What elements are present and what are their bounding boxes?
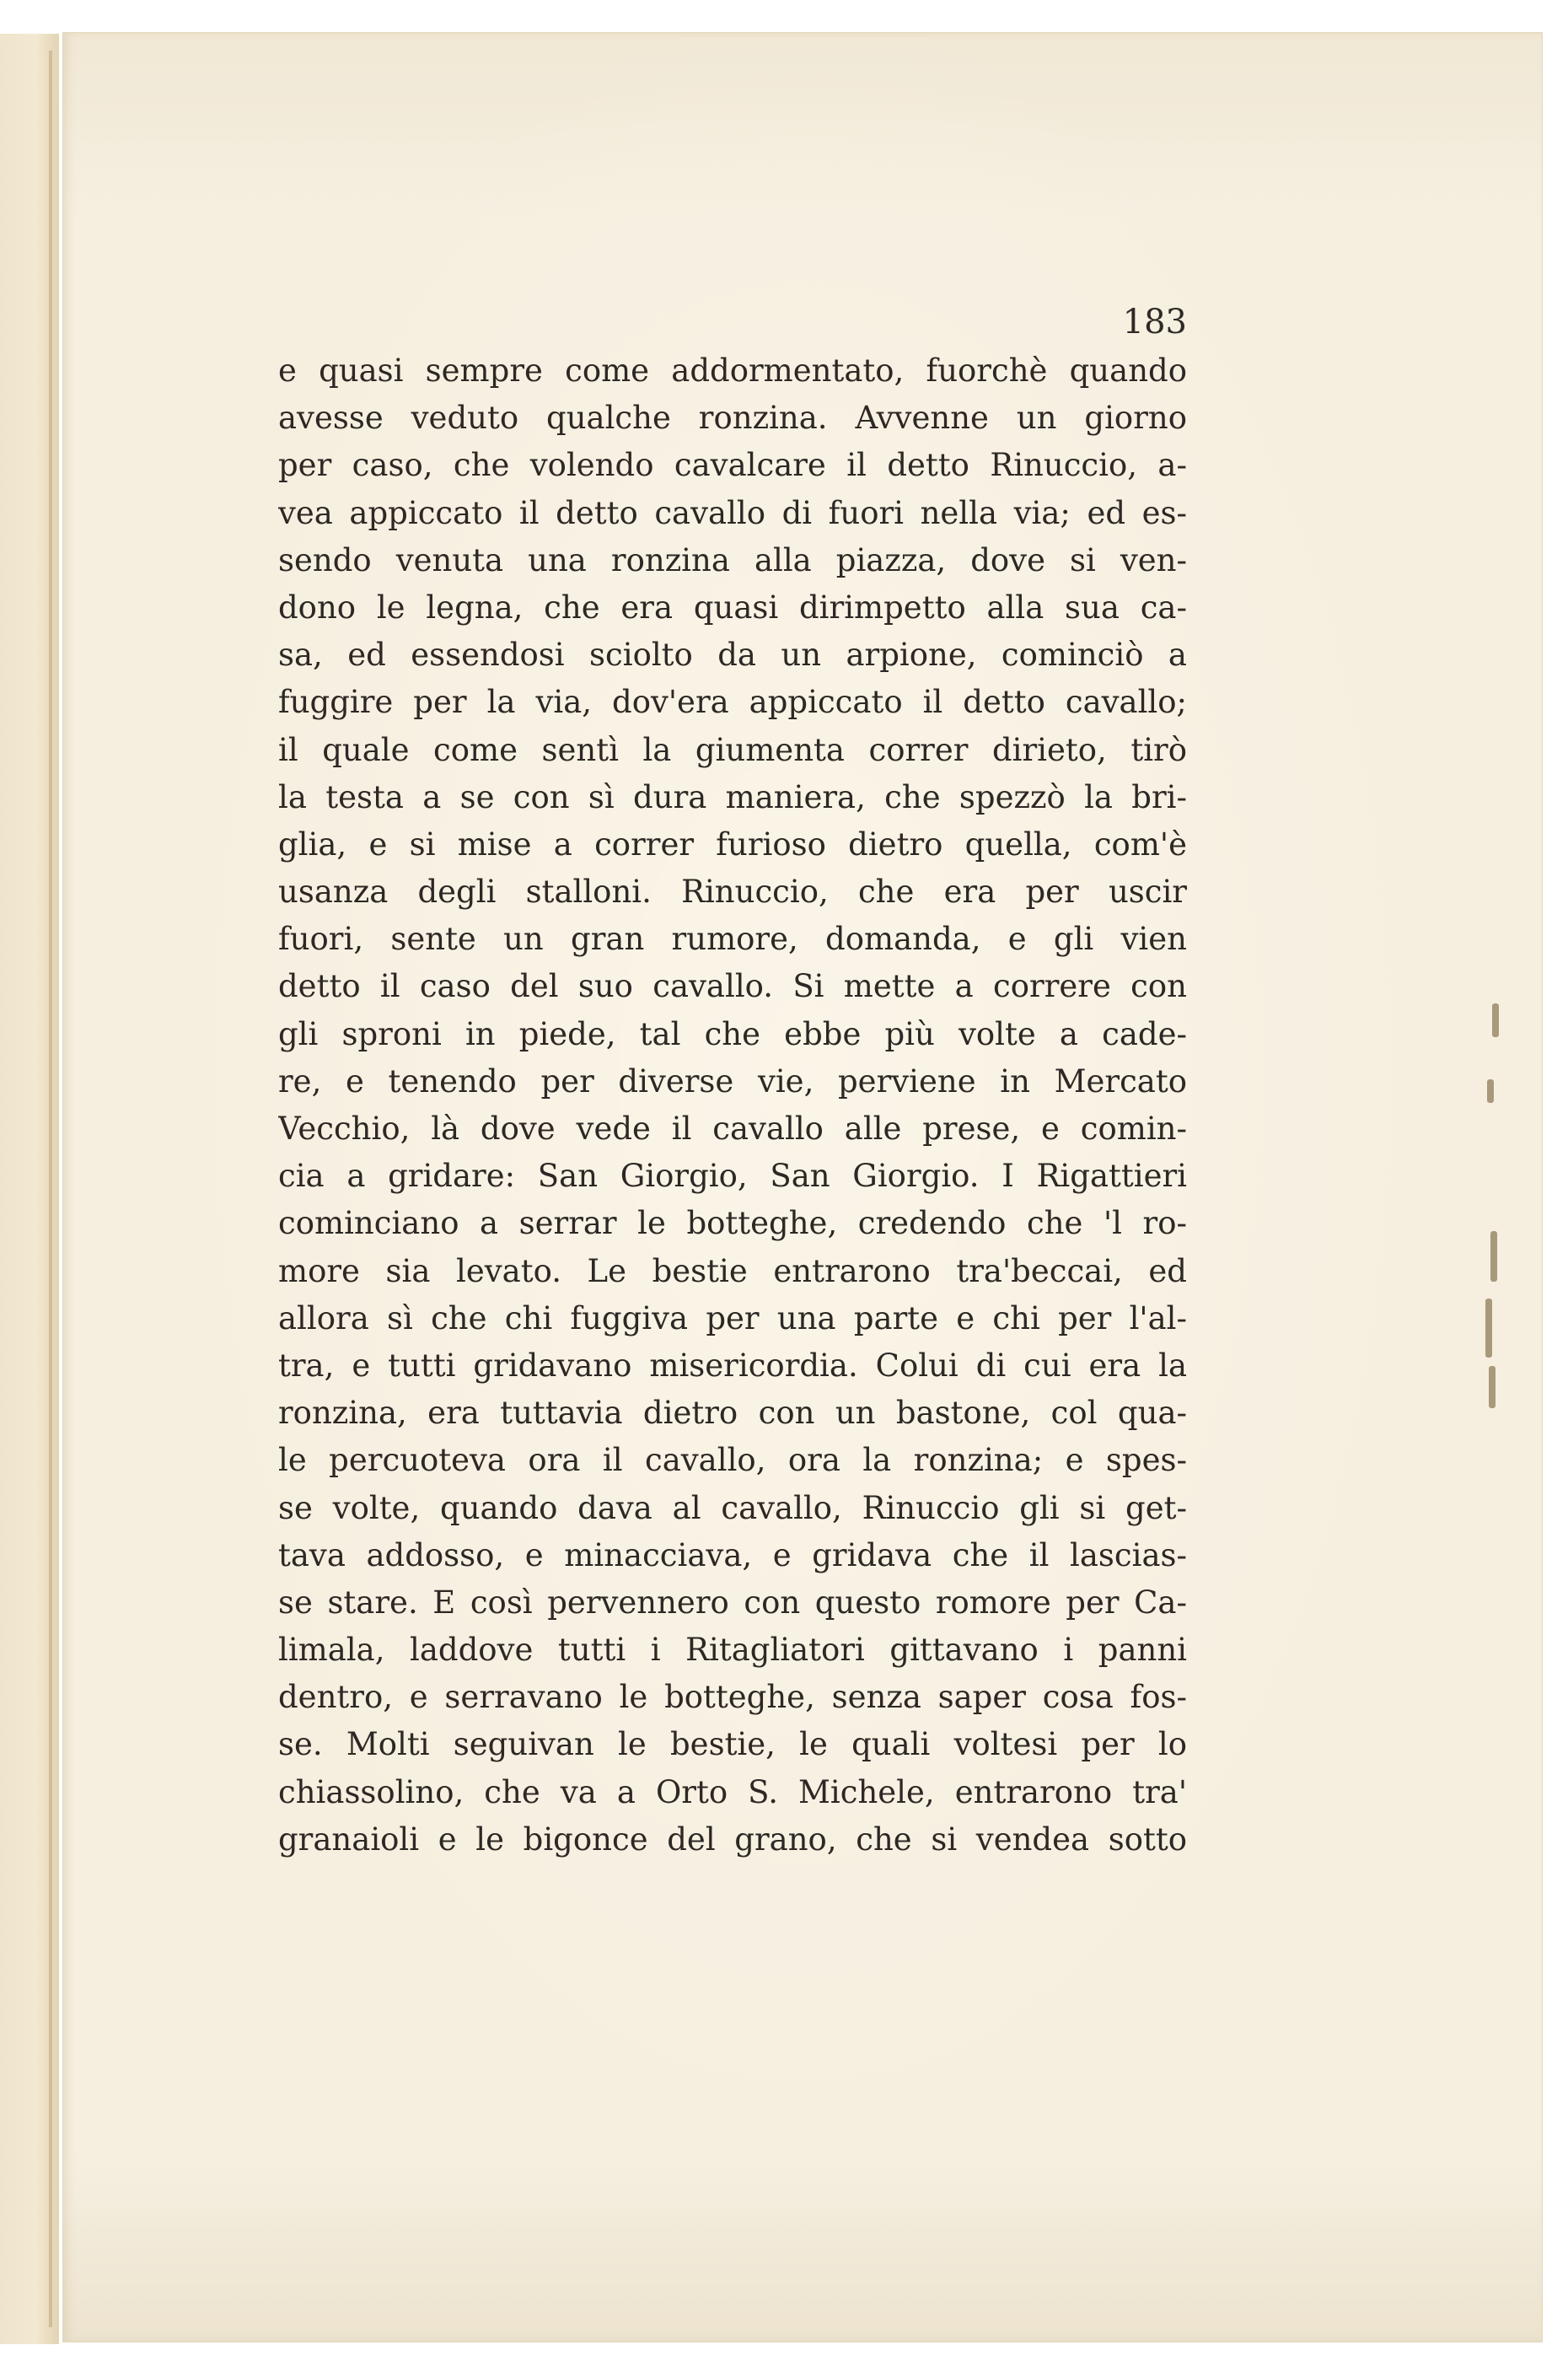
text-line: se volte, quando dava al cavallo, Rinuccio gli si get- xyxy=(278,1489,1187,1526)
text-line: avesse veduto qualche ronzina. Avvenne un giorno xyxy=(278,400,1187,437)
text-line: more sia levato. Le bestie entrarono tra'beccai, ed xyxy=(278,1252,1187,1289)
text-line: detto il caso del suo cavallo. Si mette a correre con xyxy=(278,968,1187,1005)
text-line: tra, e tutti gridavano misericordia. Colui di cui era la xyxy=(278,1347,1187,1384)
right-edge-wear-mark xyxy=(1489,1366,1496,1408)
text-line: sa, ed essendosi sciolto da un arpione, cominciò a xyxy=(278,637,1187,674)
text-line: dono le legna, che era quasi dirimpetto alla sua ca- xyxy=(278,589,1187,626)
text-line: ronzina, era tuttavia dietro con un bastone, col qua- xyxy=(278,1395,1187,1432)
text-line: la testa a se con sì dura maniera, che spezzò la bri- xyxy=(278,778,1187,815)
text-line: vea appiccato il detto cavallo di fuori nella via; ed es- xyxy=(278,494,1187,531)
text-line: glia, e si mise a correr furioso dietro quella, com'è xyxy=(278,826,1187,863)
text-line: allora sì che chi fuggiva per una parte e chi per l'al- xyxy=(278,1299,1187,1336)
text-line: se. Molti seguivan le bestie, le quali voltesi per lo xyxy=(278,1726,1187,1763)
right-edge-wear-mark xyxy=(1485,1299,1492,1358)
text-line: fuori, sente un gran rumore, domanda, e gli vien xyxy=(278,921,1187,958)
text-line: usanza degli stalloni. Rinuccio, che era per uscir xyxy=(278,874,1187,911)
text-line: il quale come sentì la giumenta correr dirieto, tirò xyxy=(278,731,1187,768)
right-edge-wear-mark xyxy=(1487,1079,1494,1103)
text-line: per caso, che volendo cavalcare il detto Rinuccio, a- xyxy=(278,447,1187,484)
text-line: cominciano a serrar le botteghe, credendo che 'l ro- xyxy=(278,1205,1187,1242)
text-line: granaioli e le bigonce del grano, che si vendea sotto xyxy=(278,1820,1187,1858)
text-line: fuggire per la via, dov'era appiccato il detto cavallo; xyxy=(278,684,1187,721)
text-line: le percuoteva ora il cavallo, ora la ronzina; e spes- xyxy=(278,1442,1187,1479)
text-line: tava addosso, e minacciava, e gridava che il lascias- xyxy=(278,1536,1187,1573)
body-text xyxy=(278,347,1187,1864)
text-line: se stare. E così pervennero con questo romore per Ca- xyxy=(278,1584,1187,1621)
text-line: chiassolino, che va a Orto S. Michele, entrarono tra' xyxy=(278,1773,1187,1810)
right-edge-wear-mark xyxy=(1490,1231,1497,1282)
text-line: cia a gridare: San Giorgio, San Giorgio. I Rigattieri xyxy=(278,1158,1187,1195)
text-line: sendo venuta una ronzina alla piazza, dove si ven- xyxy=(278,541,1187,578)
text-line: dentro, e serravano le botteghe, senza saper cosa fos- xyxy=(278,1679,1187,1716)
page-number: 183 xyxy=(1122,303,1187,342)
right-edge-wear-mark xyxy=(1492,1003,1499,1037)
text-line: Vecchio, là dove vede il cavallo alle prese, e comin- xyxy=(278,1111,1187,1147)
text-line: re, e tenendo per diverse vie, perviene in Mercato xyxy=(278,1062,1187,1100)
binding-fold xyxy=(49,51,52,2327)
text-line: gli sproni in piede, tal che ebbe più volte a cade- xyxy=(278,1015,1187,1052)
text-line: limala, laddove tutti i Ritagliatori gittavano i panni xyxy=(278,1632,1187,1669)
text-line: e quasi sempre come addormentato, fuorchè quando xyxy=(278,352,1187,389)
